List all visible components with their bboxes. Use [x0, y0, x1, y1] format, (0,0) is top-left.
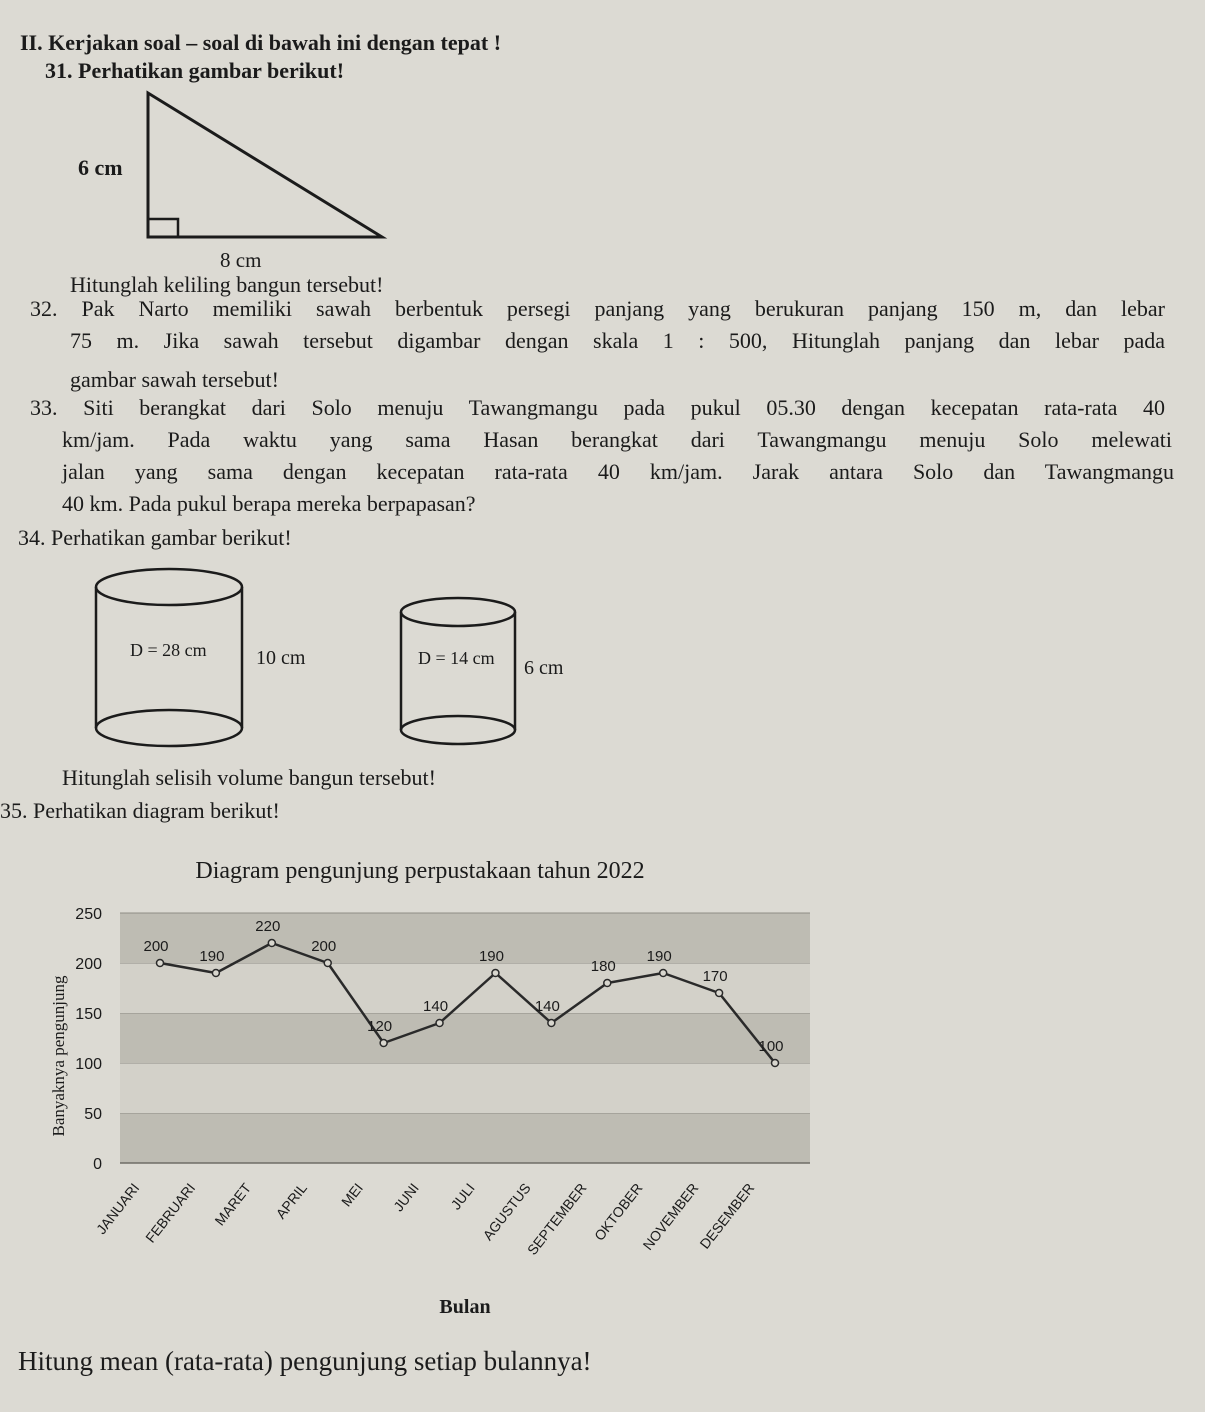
x-tick-label: DESEMBER [696, 1179, 758, 1252]
data-label: 140 [423, 998, 449, 1015]
chart-title: Diagram pengunjung perpustakaan tahun 2022 [195, 858, 645, 884]
large-cylinder-height: 10 cm [256, 647, 306, 669]
data-point [212, 970, 219, 977]
x-axis-ticks [93, 1180, 757, 1258]
x-tick-label: SEPTEMBER [523, 1179, 590, 1258]
y-tick-label: 0 [93, 1156, 102, 1173]
triangle-base-label: 8 cm [220, 248, 262, 272]
q34-title: 34. Perhatikan gambar berikut! [18, 525, 292, 550]
x-tick-label: JANUARI [92, 1179, 143, 1238]
y-tick-label: 150 [75, 1006, 102, 1023]
q35-instruction: Hitung mean (rata-rata) pengunjung setiap bulannya! [18, 1346, 592, 1376]
x-tick-label: MARET [211, 1179, 255, 1229]
large-cylinder-diameter: D = 28 cm [130, 640, 207, 660]
data-point [157, 960, 164, 967]
q33-line4: 40 km. Pada pukul berapa mereka berpapasan? [62, 491, 476, 516]
triangle-shape [148, 93, 382, 237]
data-point [604, 980, 611, 987]
data-label: 140 [534, 998, 560, 1015]
x-tick-label: JUNI [390, 1179, 422, 1215]
right-angle-mark [148, 219, 178, 237]
q33-line2: km/jam. Pada waktu yang sama Hasan berangkat dari Tawangmangu menuju Solo melewati [62, 427, 1172, 452]
q32-line2: 75 m. Jika sawah tersebut digambar dengan skala 1 : 500, Hitunglah panjang dan lebar pada [70, 328, 1165, 353]
small-cylinder-diameter: D = 14 cm [418, 648, 495, 668]
q32-line1: 32. Pak Narto memiliki sawah berbentuk persegi panjang yang berukuran panjang 150 m, dan lebar [30, 296, 1165, 321]
x-tick-label: OKTOBER [590, 1179, 646, 1244]
q34-instruction: Hitunglah selisih volume bangun tersebut! [62, 765, 436, 790]
x-tick-label: FEBRUARI [142, 1179, 199, 1246]
data-label: 220 [255, 918, 281, 935]
q35-title: 35. Perhatikan diagram berikut! [0, 798, 280, 823]
q31-title: 31. Perhatikan gambar berikut! [45, 58, 345, 83]
section-title: II. Kerjakan soal – soal di bawah ini dengan tepat ! [20, 30, 502, 55]
data-label: 200 [143, 938, 169, 955]
x-tick-label: NOVEMBER [639, 1179, 702, 1253]
x-tick-label: JULI [447, 1179, 478, 1213]
large-cylinder [96, 569, 306, 746]
data-label: 190 [646, 948, 672, 965]
y-axis-label: Banyaknya pengunjung [49, 975, 68, 1137]
triangle-side-label: 6 cm [78, 155, 123, 180]
grid-band [120, 1113, 810, 1163]
data-label: 200 [311, 938, 337, 955]
data-point [436, 1020, 443, 1027]
cylinders-figure [80, 560, 680, 760]
y-tick-label: 250 [75, 906, 102, 923]
visitors-line-chart [20, 848, 860, 1328]
data-point [268, 940, 275, 947]
right-triangle-figure [70, 85, 390, 275]
data-point [548, 1020, 555, 1027]
y-axis-ticks [75, 906, 102, 1173]
x-axis-label: Bulan [439, 1296, 491, 1318]
grid-band [120, 1063, 810, 1113]
data-point [492, 970, 499, 977]
y-tick-label: 200 [75, 956, 102, 973]
data-label: 190 [199, 948, 225, 965]
grid-band [120, 1013, 810, 1063]
data-point [716, 990, 723, 997]
small-cylinder [401, 598, 564, 744]
small-cylinder-height: 6 cm [524, 657, 564, 679]
q33-line3: jalan yang sama dengan kecepatan rata-rata 40 km/jam. Jarak antara Solo dan Tawangmangu [62, 459, 1174, 484]
data-point [324, 960, 331, 967]
data-label: 100 [758, 1038, 784, 1055]
data-label: 120 [367, 1018, 393, 1035]
data-label: 170 [702, 968, 728, 985]
q31-instruction: Hitunglah keliling bangun tersebut! [70, 272, 384, 297]
data-label: 190 [478, 948, 504, 965]
x-tick-label: MEI [338, 1179, 367, 1210]
q32-line3: gambar sawah tersebut! [70, 367, 279, 392]
data-point [772, 1060, 779, 1067]
data-label: 180 [590, 958, 616, 975]
y-tick-label: 50 [84, 1106, 102, 1123]
data-point [380, 1040, 387, 1047]
x-tick-label: APRIL [272, 1179, 311, 1222]
x-tick-label: AGUSTUS [479, 1179, 534, 1244]
data-point [660, 970, 667, 977]
y-tick-label: 100 [75, 1056, 102, 1073]
q33-line1: 33. Siti berangkat dari Solo menuju Tawangmangu pada pukul 05.30 dengan kecepatan rata-rata 40 [30, 395, 1165, 420]
